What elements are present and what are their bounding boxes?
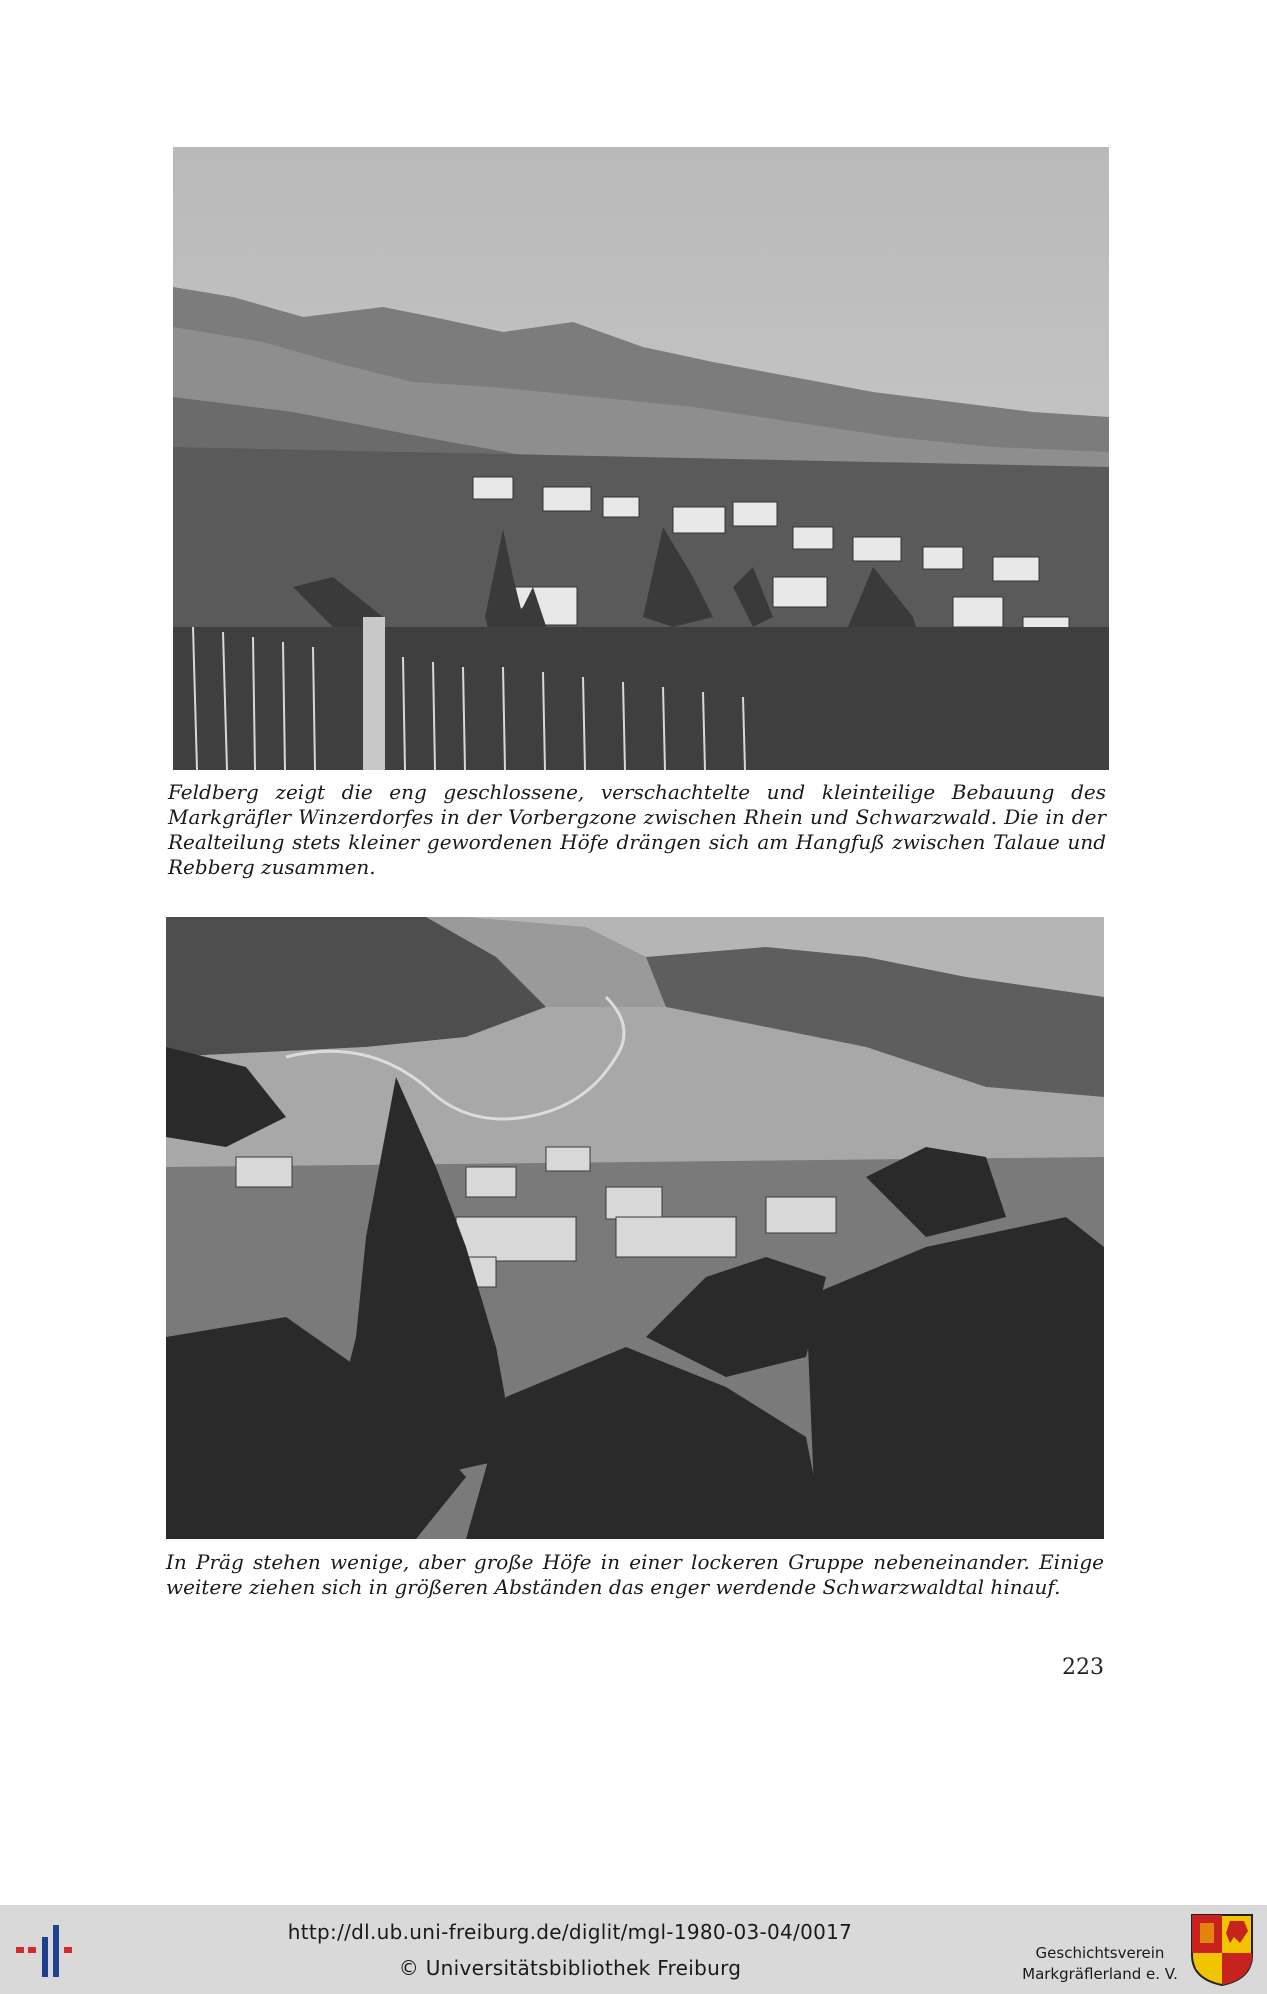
- society-name-line1: Geschichtsverein: [1035, 1944, 1165, 1962]
- footer-bar: [0, 1905, 1267, 1994]
- footer-copyright: © Universitätsbibliothek Freiburg: [398, 1956, 742, 1980]
- caption-praeg: In Präg stehen wenige, aber große Höfe in einer lockeren Gruppe nebeneinander. Einige weitere ziehen sich in größeren Abständen das enger werdende Schwarzwaldtal hinauf.: [166, 1550, 1104, 1599]
- photo-feldberg-image: [173, 147, 1109, 770]
- society-crest-icon: [1190, 1913, 1254, 1987]
- photo-praeg-valley: [166, 917, 1104, 1539]
- ub-freiburg-logo-icon: [16, 1923, 80, 1979]
- photo-praeg-image: [166, 917, 1104, 1539]
- society-name-line2: Markgräflerland e. V.: [1022, 1965, 1178, 1983]
- footer-url-link[interactable]: http://dl.ub.uni-freiburg.de/diglit/mgl-1980-03-04/0017: [287, 1920, 853, 1944]
- page-number: 223: [1062, 1655, 1104, 1680]
- photo-feldberg-village: [173, 147, 1109, 770]
- society-name: [1010, 1943, 1190, 1985]
- caption-feldberg: Feldberg zeigt die eng geschlossene, verschachtelte und kleinteilige Bebauung des Markgräfler Winzerdorfes in der Vorbergzone zwischen Rhein und Schwarzwald. Die in der Realteilung stets kleiner gewordenen Höfe drängen sich am Hangfuß zwischen Talaue und Rebberg zusammen.: [168, 780, 1106, 879]
